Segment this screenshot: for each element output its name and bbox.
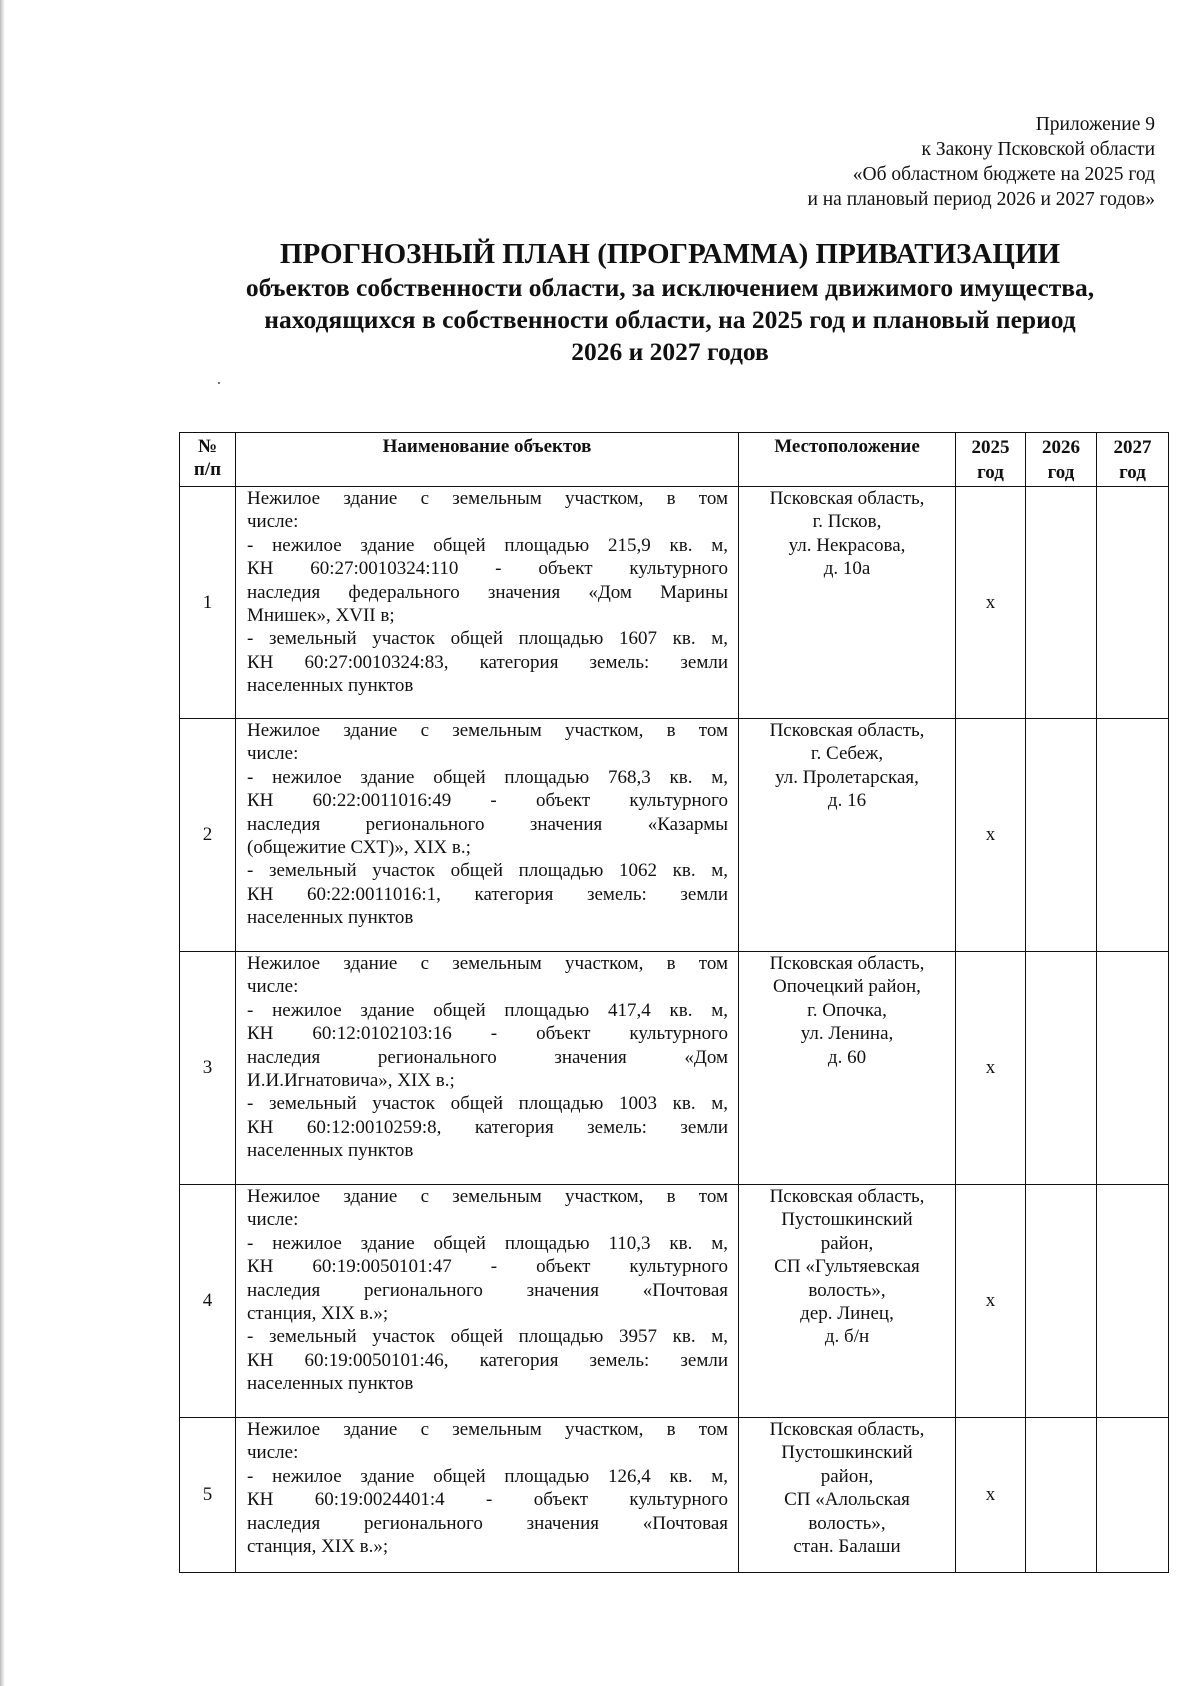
privatization-table xyxy=(179,432,1169,1573)
location-line: волость», xyxy=(808,1279,886,1301)
location-line: г. Псков, xyxy=(812,511,882,533)
mark-2026 xyxy=(1026,1185,1097,1418)
table-row xyxy=(180,487,1169,719)
description-line: станция, XIX в.»; xyxy=(247,1303,389,1325)
scan-speck xyxy=(218,382,220,384)
description-line: числе: xyxy=(247,1442,299,1464)
scan-edge xyxy=(0,0,5,1686)
header-location: Местоположение xyxy=(739,433,956,487)
description-line: наследия федерального значения «Дом Марины xyxy=(247,581,728,603)
location-line: Опочецкий район, xyxy=(773,976,921,998)
row-number: 3 xyxy=(180,952,236,1185)
mark-2026 xyxy=(1026,487,1097,719)
mark-2025: х xyxy=(956,952,1026,1185)
table-row xyxy=(180,1185,1169,1418)
description-line: Мнишек», XVII в; xyxy=(247,605,395,627)
table-header-row xyxy=(180,433,1169,487)
header-year-2026 xyxy=(1026,433,1097,487)
location-line: Псковская область, xyxy=(769,720,925,741)
description-line: - земельный участок общей площадью 1062 кв. м, xyxy=(247,860,728,882)
header-year-word: год xyxy=(1047,462,1075,483)
description-line: числе: xyxy=(247,743,299,765)
mark-2027 xyxy=(1097,952,1169,1185)
header-year: 2025 xyxy=(971,437,1010,458)
description-line: Нежилое здание с земельным участком, в том xyxy=(247,1186,728,1207)
mark-2027 xyxy=(1097,1185,1169,1418)
location-line: д. 10а xyxy=(823,558,871,580)
table-row xyxy=(180,719,1169,952)
description-line: числе: xyxy=(247,976,299,998)
appendix-line: к Закону Псковской области xyxy=(921,139,1155,160)
description-line: КН 60:19:0050101:47 - объект культурного xyxy=(247,1256,728,1278)
object-description xyxy=(236,952,739,1185)
mark-2026 xyxy=(1026,952,1097,1185)
location-line: волость», xyxy=(808,1512,886,1534)
row-number: 1 xyxy=(180,487,236,719)
location-line: СП «Гультяевская xyxy=(774,1256,920,1278)
row-number: 2 xyxy=(180,719,236,952)
description-line: - земельный участок общей площадью 1003 кв. м, xyxy=(247,1093,728,1115)
mark-2027 xyxy=(1097,1418,1169,1573)
description-line: - нежилое здание общей площадью 110,3 кв. м, xyxy=(247,1232,728,1254)
description-line: станция, XIX в.»; xyxy=(247,1536,389,1558)
appendix-line: «Об областном бюджете на 2025 год xyxy=(852,164,1155,185)
description-line: числе: xyxy=(247,511,299,533)
location-line: д. 60 xyxy=(827,1046,867,1068)
description-line: населенных пунктов xyxy=(247,907,414,929)
location-line: Псковская область, xyxy=(769,1186,925,1207)
description-line: КН 60:12:0102103:16 - объект культурного xyxy=(247,1023,728,1045)
description-line: Нежилое здание с земельным участком, в том xyxy=(247,953,728,974)
description-line: - нежилое здание общей площадью 126,4 кв. м, xyxy=(247,1465,728,1487)
location-line: СП «Алольская xyxy=(784,1489,910,1511)
location-line: ул. Пролетарская, xyxy=(775,766,919,788)
object-description xyxy=(236,719,739,952)
header-number-symbol: № xyxy=(197,436,218,457)
object-location xyxy=(739,1418,956,1573)
table-row xyxy=(180,952,1169,1185)
description-line: КН 60:12:0010259:8, категория земель: земли xyxy=(247,1116,728,1138)
object-description xyxy=(236,1418,739,1573)
table-row xyxy=(180,1418,1169,1573)
description-line: числе: xyxy=(247,1209,299,1231)
location-line: район, xyxy=(820,1232,874,1254)
object-location xyxy=(739,487,956,719)
description-line: населенных пунктов xyxy=(247,1373,414,1395)
description-line: населенных пунктов xyxy=(247,675,414,697)
object-location xyxy=(739,1185,956,1418)
description-line: КН 60:19:0050101:46, категория земель: земли xyxy=(247,1349,728,1371)
mark-2027 xyxy=(1097,719,1169,952)
description-line: КН 60:22:0011016:49 - объект культурного xyxy=(247,790,728,812)
mark-2026 xyxy=(1026,1418,1097,1573)
header-number-abbr: п/п xyxy=(193,459,222,481)
description-line: КН 60:22:0011016:1, категория земель: земли xyxy=(247,883,728,905)
mark-2025: х xyxy=(956,719,1026,952)
appendix-line: Приложение 9 xyxy=(1035,114,1155,135)
location-line: Псковская область, xyxy=(769,953,925,974)
appendix-reference xyxy=(807,112,1155,212)
location-line: г. Себеж, xyxy=(810,743,884,765)
header-year: 2027 xyxy=(1113,437,1152,458)
location-line: Псковская область, xyxy=(769,488,925,509)
description-line: наследия регионального значения «Дом xyxy=(247,1046,728,1068)
location-line: д. б/н xyxy=(824,1326,870,1348)
description-line: И.И.Игнатовича», XIX в.; xyxy=(247,1070,455,1092)
description-line: Нежилое здание с земельным участком, в том xyxy=(247,488,728,509)
title-subtitle-line: объектов собственности области, за исключением движимого имущества, xyxy=(245,273,1095,302)
description-line: Нежилое здание с земельным участком, в том xyxy=(247,1419,728,1440)
location-line: ул. Некрасова, xyxy=(788,534,906,556)
header-year-2025 xyxy=(956,433,1026,487)
row-number: 5 xyxy=(180,1418,236,1573)
mark-2026 xyxy=(1026,719,1097,952)
description-line: - нежилое здание общей площадью 768,3 кв. м, xyxy=(247,766,728,788)
mark-2027 xyxy=(1097,487,1169,719)
mark-2025: х xyxy=(956,1418,1026,1573)
object-location xyxy=(739,719,956,952)
description-line: населенных пунктов xyxy=(247,1140,414,1162)
header-year: 2026 xyxy=(1042,437,1080,458)
object-location xyxy=(739,952,956,1185)
object-description xyxy=(236,1185,739,1418)
description-line: (общежитие СХТ)», XIX в.; xyxy=(247,837,471,859)
description-line: КН 60:19:0024401:4 - объект культурного xyxy=(247,1489,728,1511)
description-line: - нежилое здание общей площадью 215,9 кв. м, xyxy=(247,534,728,556)
description-line: наследия регионального значения «Почтовая xyxy=(247,1279,728,1301)
object-description xyxy=(236,487,739,719)
location-line: стан. Балаши xyxy=(793,1536,901,1558)
description-line: КН 60:27:0010324:83, категория земель: земли xyxy=(247,651,728,673)
description-line: наследия регионального значения «Почтовая xyxy=(247,1512,728,1534)
location-line: дер. Линец, xyxy=(800,1303,894,1325)
header-year-2027 xyxy=(1097,433,1169,487)
location-line: г. Опочка, xyxy=(807,999,887,1021)
title-subtitle-line: находящихся в собственности области, на 2025 год и плановый период xyxy=(264,305,1076,334)
header-year-word: год xyxy=(1119,462,1146,483)
mark-2025: х xyxy=(956,487,1026,719)
description-line: КН 60:27:0010324:110 - объект культурного xyxy=(247,558,728,580)
appendix-line: и на плановый период 2026 и 2027 годов» xyxy=(807,189,1155,210)
location-line: Пустошкинский xyxy=(781,1209,913,1231)
description-line: - нежилое здание общей площадью 417,4 кв. м, xyxy=(247,999,728,1021)
description-line: наследия регионального значения «Казармы xyxy=(247,813,728,835)
description-line: Нежилое здание с земельным участком, в том xyxy=(247,720,728,741)
header-year-word: год xyxy=(977,462,1004,483)
title-main: ПРОГНОЗНЫЙ ПЛАН (ПРОГРАММА) ПРИВАТИЗАЦИИ xyxy=(279,238,1061,270)
title-subtitle-line: 2026 и 2027 годов xyxy=(571,337,769,366)
header-number xyxy=(180,433,236,487)
location-line: ул. Ленина, xyxy=(800,1023,894,1045)
location-line: д. 16 xyxy=(827,790,867,812)
location-line: Пустошкинский xyxy=(781,1442,913,1464)
description-line: - земельный участок общей площадью 1607 кв. м, xyxy=(247,628,728,650)
header-name: Наименование объектов xyxy=(236,433,739,487)
document-title xyxy=(160,236,1180,368)
row-number: 4 xyxy=(180,1185,236,1418)
description-line: - земельный участок общей площадью 3957 кв. м, xyxy=(247,1326,728,1348)
location-line: Псковская область, xyxy=(769,1419,925,1440)
location-line: район, xyxy=(820,1465,874,1487)
mark-2025: х xyxy=(956,1185,1026,1418)
